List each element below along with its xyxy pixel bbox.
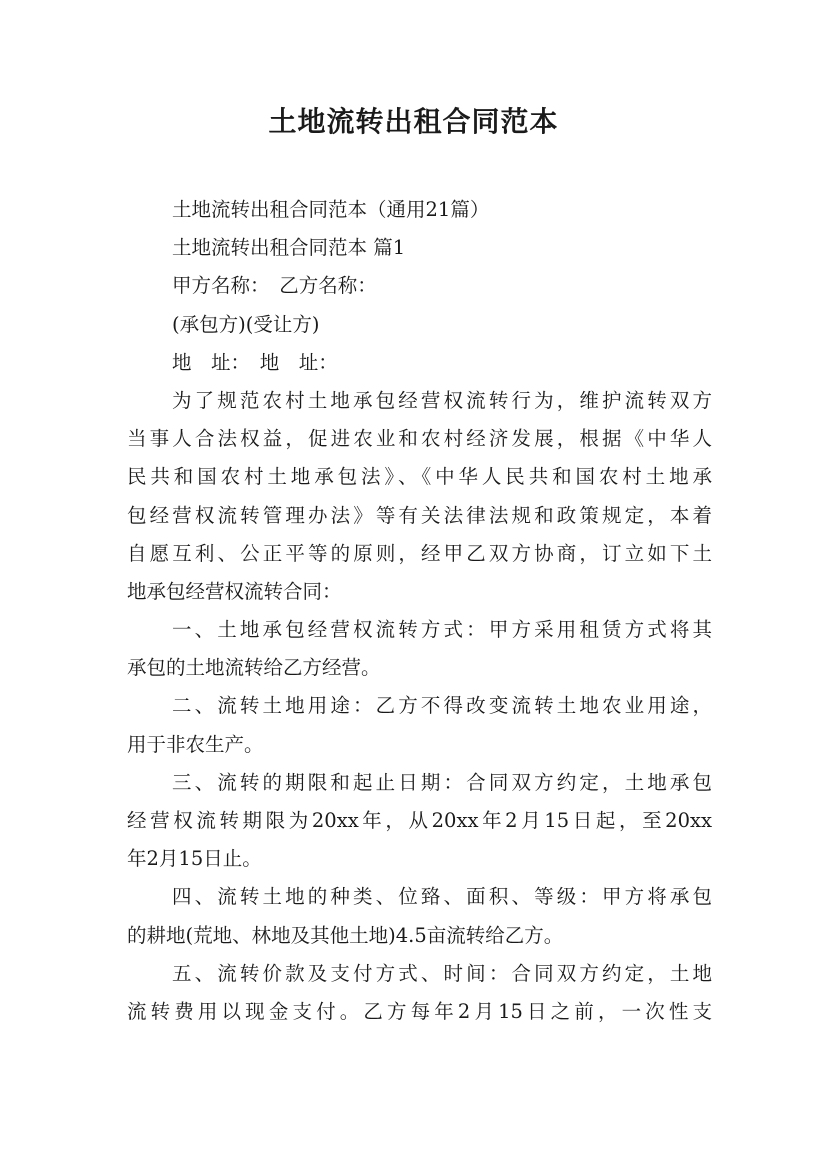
document-line: 的耕地(荒地、林地及其他土地)4.5亩流转给乙方。 (127, 923, 564, 947)
document-line: 土地流转出租合同范本 篇1 (172, 236, 406, 260)
document-line: 自愿互利、公正平等的原则，经甲乙双方协商，订立如下土 (127, 541, 712, 565)
document-line: 三、流转的期限和起止日期：合同双方约定，土地承包 (172, 770, 712, 794)
document-body (127, 191, 712, 1031)
document-line: 流转费用以现金支付。乙方每年2月15日之前，一次性支 (127, 999, 712, 1023)
document-line: (承包方)(受让方) (172, 312, 320, 336)
document-line: 四、流转土地的种类、位臵、面积、等级：甲方将承包 (172, 885, 712, 909)
document-line: 民共和国农村土地承包法》、《中华人民共和国农村土地承 (127, 465, 712, 489)
document-line: 地承包经营权流转合同： (127, 579, 342, 603)
document-title: 土地流转出租合同范本 (268, 105, 559, 138)
document-line: 土地流转出租合同范本（通用21篇） (172, 198, 490, 221)
document-line: 包经营权流转管理办法》等有关法律法规和政策规定，本着 (127, 503, 712, 527)
document-line: 用于非农生产。 (127, 732, 264, 756)
document-line: 地 址： 地 址： (172, 350, 338, 374)
document-line: 二、流转土地用途：乙方不得改变流转土地农业用途， (172, 694, 712, 718)
document-line: 为了规范农村土地承包经营权流转行为，维护流转双方 (172, 388, 712, 412)
document-line: 一、土地承包经营权流转方式：甲方采用租赁方式将其 (172, 618, 712, 642)
document-line: 年2月15日止。 (127, 847, 262, 871)
document-line: 当事人合法权益，促进农业和农村经济发展，根据《中华人 (127, 427, 712, 451)
document-line: 甲方名称： 乙方名称： (172, 274, 377, 298)
document-line: 五、流转价款及支付方式、时间：合同双方约定，土地 (172, 961, 712, 985)
document-line: 经营权流转期限为20xx年，从20xx年2月15日起，至20xx (127, 809, 712, 832)
document-line: 承包的土地流转给乙方经营。 (127, 656, 381, 680)
